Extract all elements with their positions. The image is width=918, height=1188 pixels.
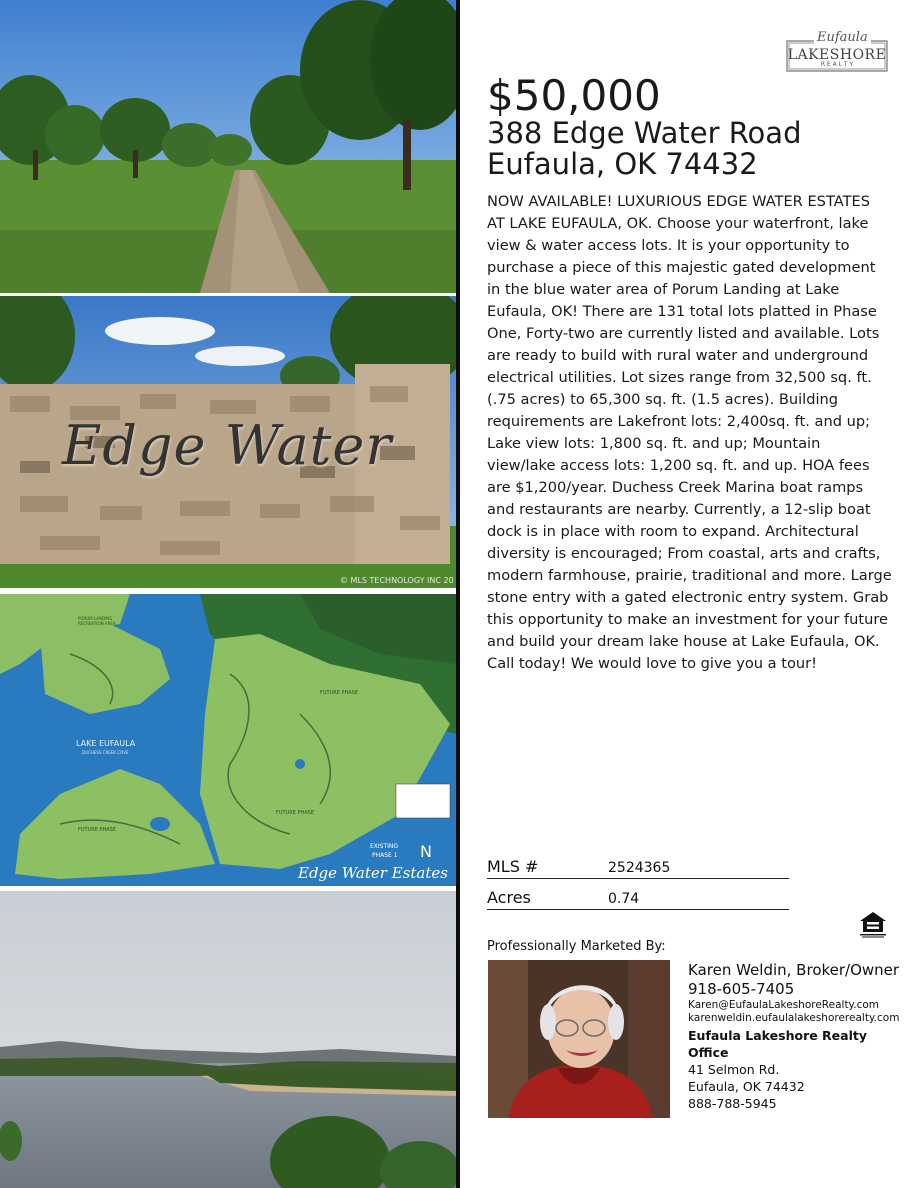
fact-label: Acres <box>487 888 531 907</box>
office-city: Eufaula, OK 74432 <box>688 1079 805 1094</box>
fact-row-mls <box>487 848 789 879</box>
office-street: 41 Selmon Rd. <box>688 1062 780 1077</box>
photo-lake-view <box>0 891 456 1188</box>
office-phone[interactable]: 888-788-5945 <box>688 1096 777 1111</box>
equal-housing-opportunity-icon <box>858 910 888 940</box>
listing-facts <box>487 848 789 910</box>
photo-lake-view-image <box>0 891 456 1188</box>
address-line-2: Eufaula, OK 74432 <box>487 147 758 181</box>
photo-road <box>0 0 456 293</box>
photo-entry-sign <box>0 296 456 588</box>
map-future-phase-2: FUTURE PHASE <box>78 827 117 833</box>
map-title: Edge Water Estates <box>298 864 448 882</box>
agent-website[interactable]: karenweldin.eufaulalakeshorerealty.com <box>688 1012 900 1024</box>
map-future-phase-3: FUTURE PHASE <box>276 810 315 816</box>
photo-column <box>0 0 456 1188</box>
logo-script: Eufaula <box>814 30 871 45</box>
marketed-by-label: Professionally Marketed By: <box>487 939 666 954</box>
fact-row-acres <box>487 879 789 910</box>
office-name: Eufaula Lakeshore Realty Office <box>688 1028 868 1060</box>
photo-site-map <box>0 594 456 886</box>
address-line-1: 388 Edge Water Road <box>487 116 802 150</box>
map-future-phase-1: FUTURE PHASE <box>320 690 359 696</box>
agent-phone[interactable]: 918-605-7405 <box>688 980 795 998</box>
fact-value: 0.74 <box>608 891 640 907</box>
agent-name: Karen Weldin, Broker/Owner <box>688 961 900 979</box>
agent-photo <box>488 960 670 1118</box>
listing-description: NOW AVAILABLE! LUXURIOUS EDGE WATER ESTATES AT LAKE EUFAULA, OK. Choose your waterfront, lake view & water access lots. It is your opportunity to purchase a piece of this majestic gated development in the blue water area of Porum Landing at Lake Eufaula, OK! There are 131 total lots platted in Phase One, Forty-two are currently listed and available. Lots are ready to build with rural water and underground electrical utilities. Lot sizes range from 32,500 sq. ft. (.75 acres) to 65,300 sq. ft. (1.5 acres). Building requirements are Lakefront lots: 2,400sq. ft. and up; Lake view lots: 1,800 sq. ft. and up; Mountain view/lake access lots: 1,200 sq. ft. and up. HOA fees are $1,200/year. Duchess Creek Marina boat ramps and restaurants are nearby. Currently, a 12-slip boat dock is in place with room to expand. Architectural diversity is encouraged; From coastal, arts and crafts, modern farmhouse, prairie, traditional and more. Large stone entry with a gated electronic entry system. Grab this opportunity to make an investment for your future and build your dream lake house at Lake Eufaula, OK. Call today! We would love to give you a tour! <box>487 193 892 672</box>
map-existing-label: EXISTING <box>370 843 399 850</box>
fact-value: 2524365 <box>608 860 671 876</box>
photo-watermark: © MLS TECHNOLOGY INC 20 <box>340 576 454 585</box>
photo-road-image <box>0 0 456 293</box>
column-divider <box>456 0 460 1188</box>
agent-email[interactable]: Karen@EufaulaLakeshoreRealty.com <box>688 999 880 1011</box>
fact-label: MLS # <box>487 857 539 876</box>
sign-text: Edge Water <box>62 414 393 477</box>
brokerage-logo <box>786 30 888 74</box>
map-rec-label: PORUM LANDING RECREATION AREA <box>78 616 116 626</box>
map-phase-label: PHASE 1 <box>372 852 398 859</box>
listing-price: $50,000 <box>487 71 661 120</box>
map-lake-label: LAKE EUFAULA <box>76 739 136 748</box>
map-north-arrow-icon: N <box>420 842 432 861</box>
agent-portrait <box>488 960 670 1118</box>
logo-name: LAKESHORE <box>787 47 887 63</box>
logo-tag: R E A L T Y <box>820 61 854 68</box>
map-lake-sublabel: DUCHESS CREEK COVE <box>82 750 129 755</box>
agent-contact <box>688 961 903 1112</box>
